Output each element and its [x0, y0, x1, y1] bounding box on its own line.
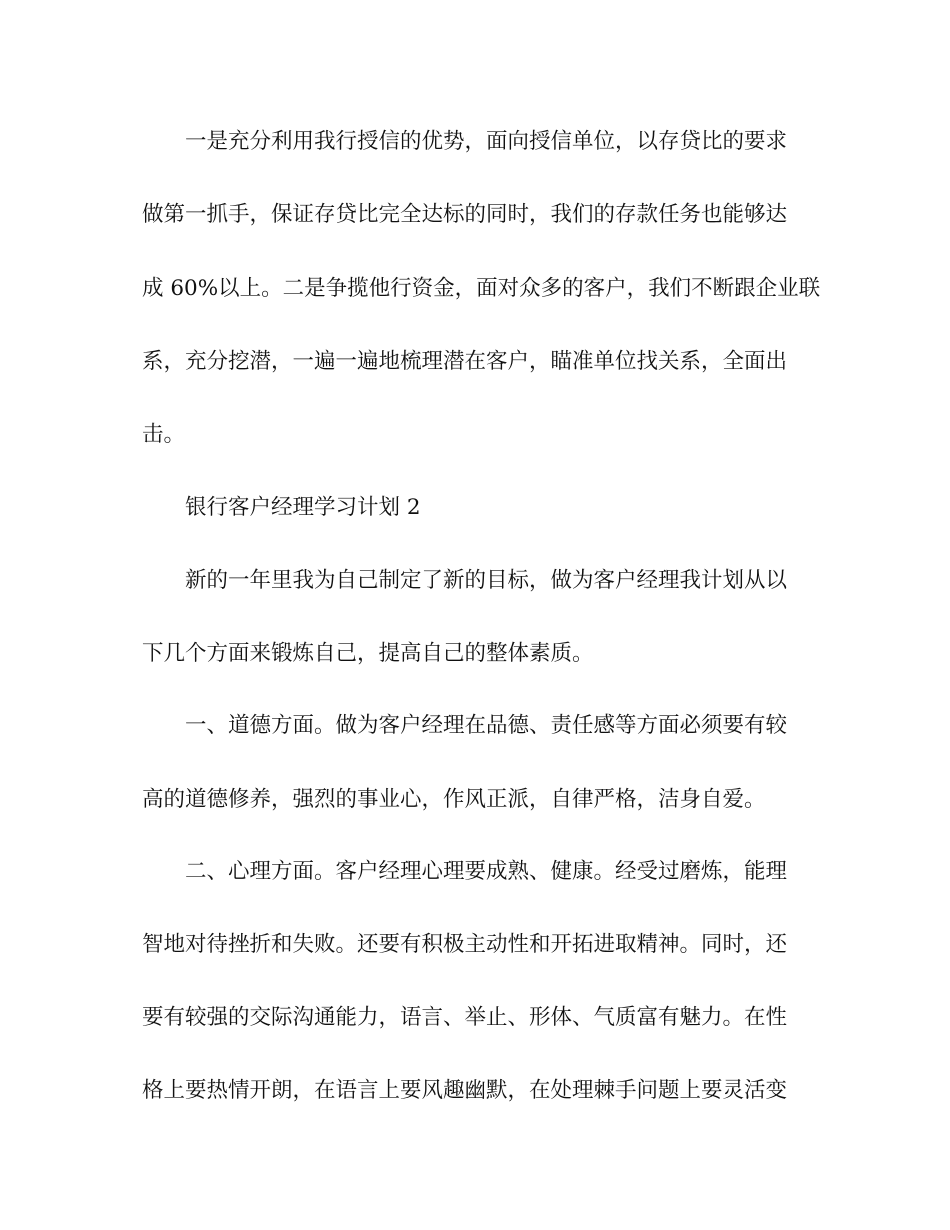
section-heading: 银行客户经理学习计划 2	[185, 495, 421, 520]
paragraph-line: 击。	[142, 422, 186, 447]
paragraph-line: 新的一年里我为自己制定了新的目标，做为客户经理我计划从以	[185, 568, 788, 593]
paragraph-line: 一是充分利用我行授信的优势，面向授信单位，以存贷比的要求	[185, 129, 788, 154]
paragraph-line: 二、心理方面。客户经理心理要成熟、健康。经受过磨炼，能理	[185, 859, 788, 884]
paragraph-line: 下几个方面来锻炼自己，提高自己的整体素质。	[142, 641, 594, 666]
paragraph-line: 做第一抓手，保证存贷比完全达标的同时，我们的存款任务也能够达	[142, 202, 788, 227]
paragraph-line: 系，充分挖潜，一遍一遍地梳理潜在客户，瞄准单位找关系，全面出	[142, 349, 788, 374]
paragraph-line: 要有较强的交际沟通能力，语言、举止、形体、气质富有魅力。在性	[142, 1005, 788, 1030]
paragraph-line: 智地对待挫折和失败。还要有积极主动性和开拓进取精神。同时，还	[142, 932, 788, 957]
paragraph-line: 格上要热情开朗，在语言上要风趣幽默，在处理棘手问题上要灵活变	[142, 1078, 788, 1103]
paragraph-line: 高的道德修养，强烈的事业心，作风正派，自律严格，洁身自爱。	[142, 787, 766, 812]
paragraph-line: 成 60%以上。二是争揽他行资金，面对众多的客户，我们不断跟企业联	[142, 276, 821, 301]
paragraph-line: 一、道德方面。做为客户经理在品德、责任感等方面必须要有较	[185, 713, 788, 738]
